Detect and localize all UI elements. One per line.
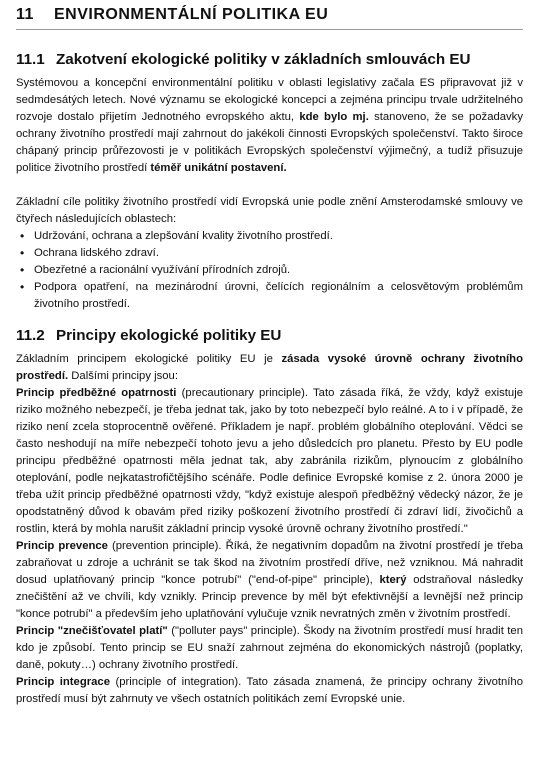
chapter-title: ENVIRONMENTÁLNÍ POLITIKA EU [54, 6, 329, 23]
list-item: • Udržování, ochrana a zlepšování kvality životního prostředí. [34, 228, 523, 245]
paragraph-principles-intro [16, 351, 523, 385]
section-number: 11.1 [16, 51, 45, 68]
text-run: Dalšími principy jsou: [68, 370, 178, 382]
section-heading-11-1 [16, 51, 523, 68]
paragraph-integration [16, 674, 523, 708]
chapter-number: 11 [16, 6, 34, 23]
bold-run: téměř unikátní postavení. [150, 162, 287, 174]
section-title: Principy ekologické politiky EU [56, 327, 282, 344]
list-item: • Ochrana lidského zdraví. [34, 245, 523, 262]
text-run: Základním principem ekologické politiky EU je [16, 353, 282, 365]
bold-run: kde bylo mj. [299, 111, 369, 123]
goals-list [16, 228, 523, 313]
text-run: Systémovou a koncepční environmentální politiku v oblasti legislativy začala ES připravovat již v sedmdesátých letech. Nové významu se ekologické koncepci a zejména principu trvale udržitelného rozvoje dostalo přijetím Jednotného evropského aktu, [16, 77, 523, 123]
principle-title: Princip předběžné opatrnosti [16, 387, 177, 399]
section-title: Zakotvení ekologické politiky v základních smlouvách EU [56, 51, 471, 68]
text-run: (principle of integration). Tato zásada znamená, že principy ochrany životního prostředí musí být zahrnuty ve všech ostatních politikách zemí Evropské unie. [16, 676, 524, 705]
bold-run: zásada vysoké úrovně ochrany životního prostředí. [16, 353, 523, 382]
list-item: • Obezřetné a racionální využívání přírodních zdrojů. [34, 262, 523, 279]
principle-title: Princip prevence [16, 540, 108, 552]
paragraph-precaution [16, 385, 523, 538]
paragraph-goals: Základní cíle politiky životního prostředí vidí Evropská unie podle znění Amsterodamské smlouvy ve čtyřech následujících oblastech: [16, 196, 523, 225]
bold-run: který [379, 574, 407, 586]
paragraph-intro [16, 75, 523, 177]
text-run: ("polluter pays" principle). Škody na životním prostředí musí hradit ten kdo je způsobí. Tento princip se EU snaží zahrnout zejména do ekonomických nástrojů (poplatky, daně, pokuty…) ochrany životního prostředí. [16, 625, 523, 671]
paragraph-prevention [16, 538, 523, 623]
text-run: stanoveno, že se požadavky ochrany životního prostředí mají zahrnout do jakékoli činnosti Evropských společenství. Takto široce chápaný princip průřezovosti je v politikách Evropských společenství výjimečný, a tudíž přisuzuje politice životního prostředí [16, 111, 523, 174]
text-run: (prevention principle). Říká, že negativním dopadům na životní prostředí je třeba zabraňovat u zdroje a uchránit se tak škod na životním prostředí dříve, než vzniknou. Má nahradit dosud uplatňovaný princip "konce potrubí" ("end-of-pipe" principle), [16, 540, 523, 586]
text-run: (precautionary principle). Tato zásada říká, že vždy, když existuje riziko možného nebezpečí, je třeba jednat tak, jako by toto nebezpečí bylo reálné. A to i v případě, že riziko není zcela stoprocentně ověřené. Příkladem je např. problém globálního oteplování. Vědci se často neshodují na míře nebezpečí tohoto jevu a jeho důsledcích pro planetu. Přesto by EU podle principu předběžné opatrnosti měla jednat tak, aby zabránila rizikům, plynoucím z globálního oteplování, podle nejkatastrofičtějšího scénáře. Podle definice Evropské komise z 2. února 2000 je třeba užít princip předběžné opatrnosti vždy, "když existuje alespoň předběžný vědecký názor, že je opodstatněný důvod k obavám před riziky poškození životního prostředí či zdraví lidí, živočichů a rostlin, která by mohla narušit základní princip vysoké úrovně ochrany životního prostředí." [16, 387, 524, 535]
paragraph-polluter-pays [16, 623, 523, 674]
section-heading-11-2 [16, 327, 523, 344]
section-number: 11.2 [16, 327, 45, 344]
text-run: odstraňoval následky znečištění až ve chvíli, kdy vznikly. Princip prevence by měl být efektivnější a levnější než princip "konce potrubí" a především jeho uplatňování vylučuje vznik nevratných změn v životním prostředí. [16, 574, 523, 620]
list-item: • Podpora opatření, na mezinárodní úrovni, čelících regionálním a celosvětovým problémům životního prostředí. [34, 279, 523, 313]
chapter-heading [16, 6, 523, 30]
principle-title: Princip "znečišťovatel platí" [16, 625, 168, 637]
principle-title: Princip integrace [16, 676, 110, 688]
